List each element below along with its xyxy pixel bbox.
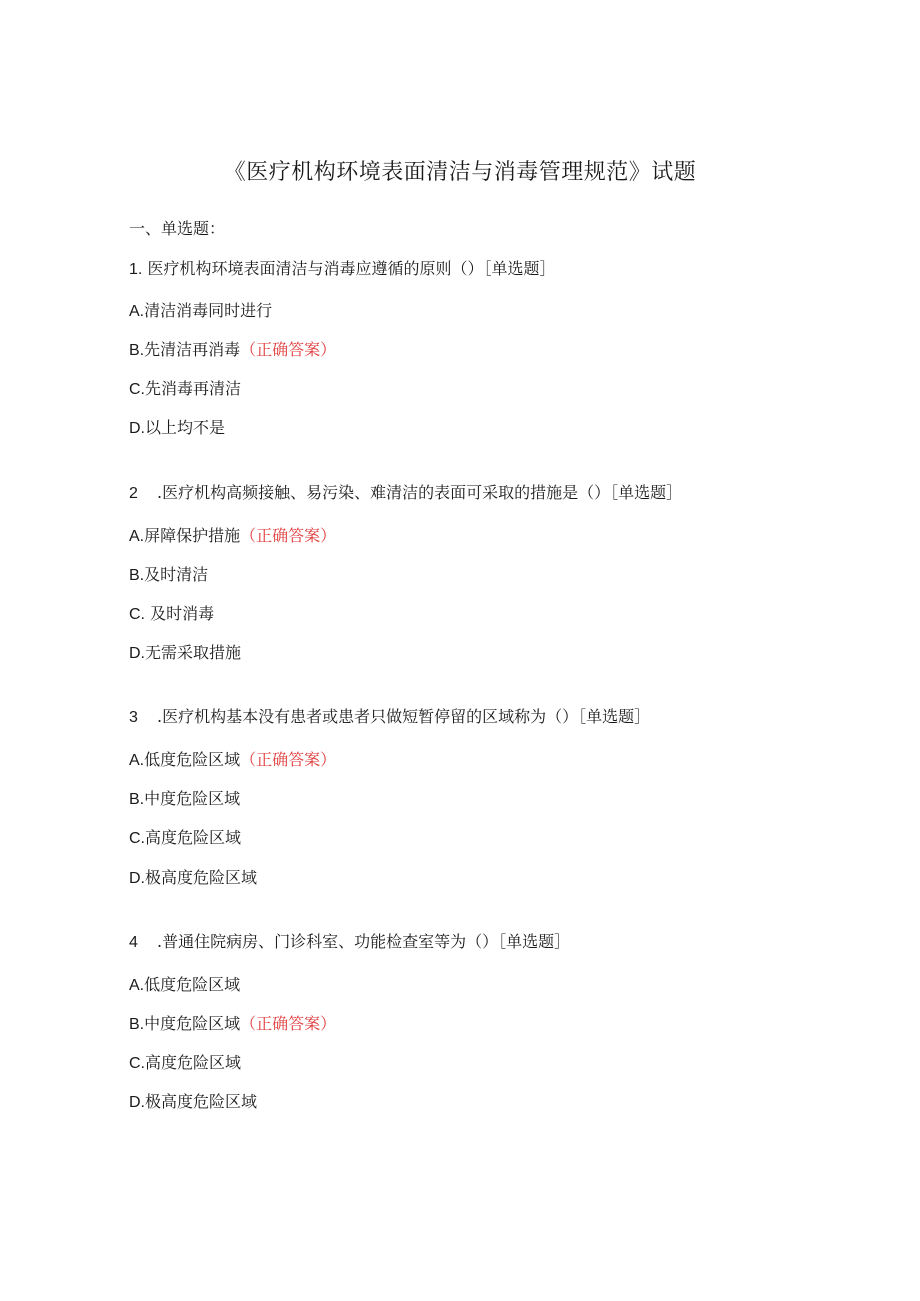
option-4-b	[129, 1012, 336, 1037]
question-number: 3	[129, 709, 138, 726]
option-text: 极高度危险区域	[145, 1092, 258, 1111]
question-4	[129, 930, 570, 955]
option-text: 低度危险区域	[144, 975, 241, 994]
option-letter: A.	[129, 752, 145, 769]
correct-answer-mark: （正确答案）	[240, 1014, 337, 1033]
option-1-d	[129, 416, 225, 441]
option-2-b	[129, 563, 208, 588]
option-letter: D.	[129, 870, 145, 887]
option-letter: C.	[129, 606, 145, 623]
option-letter: C.	[129, 1055, 145, 1072]
section-heading: 一、单选题：	[129, 219, 226, 238]
option-letter: D.	[129, 420, 145, 437]
option-letter: B.	[129, 791, 145, 808]
option-text: 高度危险区域	[145, 1053, 242, 1072]
option-text: 极高度危险区域	[145, 868, 258, 887]
option-text: 高度危险区域	[145, 828, 242, 847]
option-letter: A.	[129, 303, 145, 320]
option-letter: C.	[129, 381, 145, 398]
option-letter: A.	[129, 528, 145, 545]
option-1-a	[129, 299, 272, 324]
option-text: 中度危险区域	[144, 789, 241, 808]
option-letter: B.	[129, 567, 145, 584]
question-text: .医疗机构高频接触、易污染、难清洁的表面可采取的措施是（）［单选题］	[157, 483, 683, 502]
option-2-a	[129, 524, 336, 549]
page-title: 《医疗机构环境表面清洁与消毒管理规范》试题	[223, 160, 697, 185]
option-1-b	[129, 338, 336, 363]
option-text: 先消毒再清洁	[145, 379, 242, 398]
option-letter: B.	[129, 342, 145, 359]
option-text: 及时消毒	[145, 604, 215, 623]
option-2-d	[129, 641, 241, 666]
option-2-c	[129, 602, 214, 627]
question-2	[129, 481, 682, 506]
option-text: 屏障保护措施	[144, 526, 241, 545]
option-text: 无需采取措施	[145, 643, 242, 662]
question-1	[129, 257, 555, 282]
option-3-c	[129, 826, 241, 851]
option-1-c	[129, 377, 241, 402]
question-number: 1.	[129, 261, 143, 278]
correct-answer-mark: （正确答案）	[240, 526, 337, 545]
option-letter: C.	[129, 830, 145, 847]
option-letter: A.	[129, 977, 145, 994]
question-number: 2	[129, 485, 138, 502]
correct-answer-mark: （正确答案）	[240, 750, 337, 769]
question-3	[129, 705, 650, 730]
option-text: 清洁消毒同时进行	[144, 301, 273, 320]
option-letter: D.	[129, 645, 145, 662]
question-text: 医疗机构环境表面清洁与消毒应遵循的原则（）［单选题］	[147, 259, 556, 278]
option-text: 先清洁再消毒	[144, 340, 241, 359]
option-3-a	[129, 748, 336, 773]
option-text: 中度危险区域	[144, 1014, 241, 1033]
question-number: 4	[129, 934, 138, 951]
option-3-b	[129, 787, 240, 812]
correct-answer-mark: （正确答案）	[240, 340, 337, 359]
option-4-a	[129, 973, 240, 998]
question-text: .医疗机构基本没有患者或患者只做短暂停留的区域称为（）［单选题］	[157, 707, 651, 726]
question-text: .普通住院病房、门诊科室、功能检查室等为（）［单选题］	[157, 932, 571, 951]
option-4-d	[129, 1090, 257, 1115]
option-letter: B.	[129, 1016, 145, 1033]
option-text: 及时清洁	[144, 565, 209, 584]
option-letter: D.	[129, 1094, 145, 1111]
option-3-d	[129, 866, 257, 891]
option-4-c	[129, 1051, 241, 1076]
option-text: 低度危险区域	[144, 750, 241, 769]
option-text: 以上均不是	[145, 418, 226, 437]
